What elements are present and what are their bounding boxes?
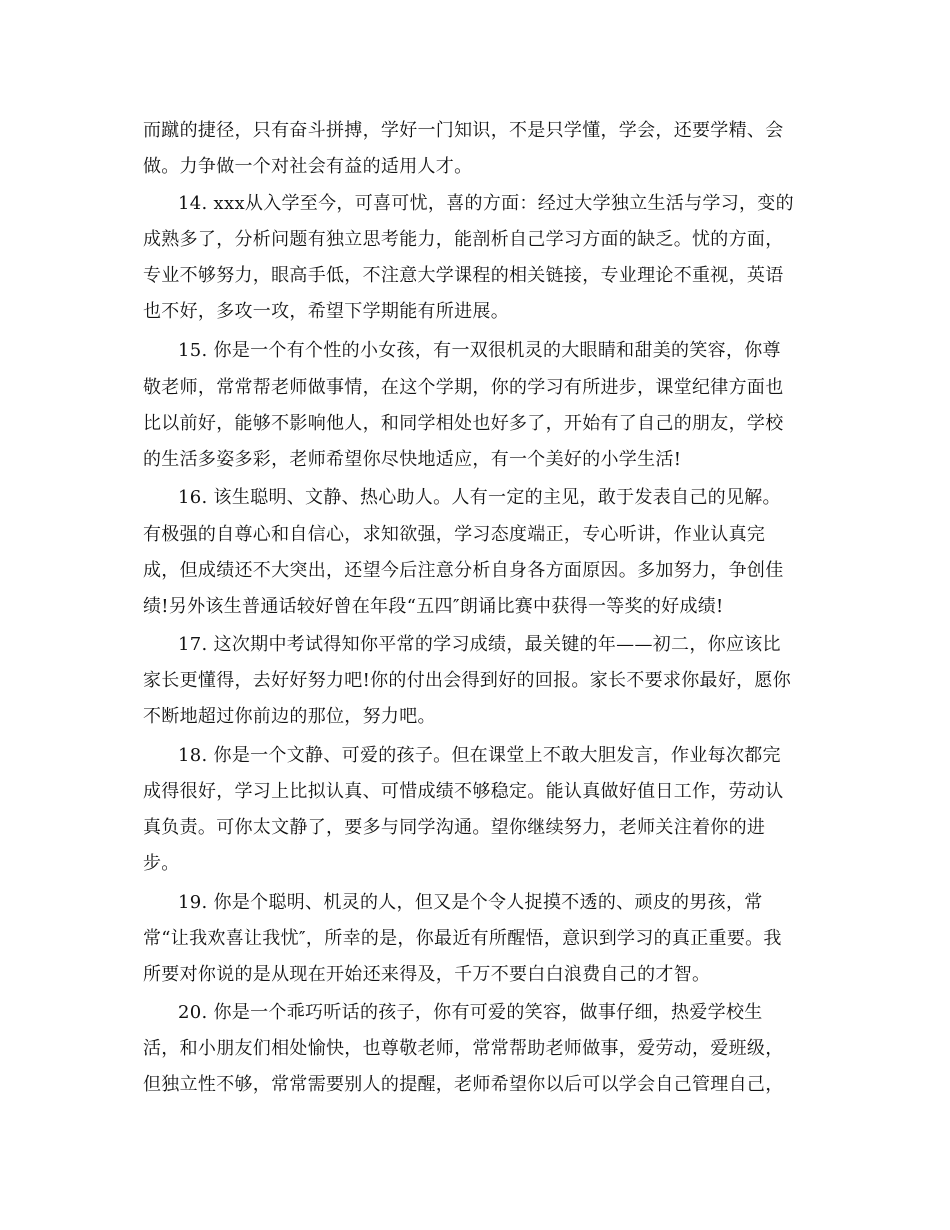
paragraph-1-line-0: 14. xxx从入学至今，可喜可忧，喜的方面：经过大学独立生活与学习，变的 (178, 193, 794, 214)
paragraph-4-line-1: 家长更懂得，去好好努力吧!你的付出会得到好的回报。家长不要求你最好，愿你 (143, 670, 792, 691)
paragraph-5-line-2: 真负责。可你太文静了，要多与同学沟通。望你继续努力，老师关注着你的进 (143, 817, 766, 838)
paragraph-2-line-0: 15. 你是一个有个性的小女孩，有一双很机灵的大眼睛和甜美的笑容，你尊 (178, 340, 781, 361)
paragraph-5-line-3: 步。 (143, 853, 180, 874)
paragraph-6-line-2: 所要对你说的是从现在开始还来得及，千万不要白白浪费自己的才智。 (143, 964, 711, 985)
paragraph-1-line-3: 也不好，多攻一攻，希望下学期能有所进展。 (143, 301, 509, 322)
paragraph-7-line-1: 活，和小朋友们相处愉快，也尊敬老师，常常帮助老师做事，爱劳动，爱班级， (143, 1038, 784, 1059)
paragraph-1-line-1: 成熟多了，分析问题有独立思考能力，能剖析自己学习方面的缺乏。忧的方面， (143, 229, 784, 250)
paragraph-4-line-2: 不断地超过你前边的那位，努力吧。 (143, 706, 436, 727)
paragraph-2-line-3: 的生活多姿多彩，老师希望你尽快地适应，有一个美好的小学生活! (143, 449, 682, 470)
paragraph-0-line-0: 而蹴的捷径，只有奋斗拼搏，学好一门知识，不是只学懂，学会，还要学精、会 (143, 120, 784, 141)
paragraph-3-line-3: 绩!另外该生普通话较好曾在年段“五四″朗诵比赛中获得一等奖的好成绩! (143, 596, 724, 617)
paragraph-6-line-1: 常“让我欢喜让我忧″，所幸的是，你最近有所醒悟，意识到学习的真正重要。我 (143, 928, 782, 949)
paragraph-5-line-1: 成得很好，学习上比拟认真、可惜成绩不够稳定。能认真做好值日工作，劳动认 (143, 781, 784, 802)
paragraph-6-line-0: 19. 你是个聪明、机灵的人，但又是个令人捉摸不透的、顽皮的男孩，常 (178, 892, 763, 913)
paragraph-0-line-1: 做。力争做一个对社会有益的适用人才。 (143, 156, 473, 177)
paragraph-7-line-2: 但独立性不够，常常需要别人的提醒，老师希望你以后可以学会自己管理自己， (143, 1074, 784, 1095)
paragraph-2-line-1: 敬老师，常常帮老师做事情，在这个学期，你的学习有所进步，课堂纪律方面也 (143, 377, 784, 398)
paragraph-4-line-0: 17. 这次期中考试得知你平常的学习成绩，最关键的年——初二，你应该比 (178, 634, 781, 655)
paragraph-3-line-1: 有极强的自尊心和自信心，求知欲强，学习态度端正，专心听讲，作业认真完 (143, 524, 766, 545)
paragraph-3-line-2: 成，但成绩还不大突出，还望今后注意分析自身各方面原因。多加努力，争创佳 (143, 560, 784, 581)
paragraph-3-line-0: 16. 该生聪明、文静、热心助人。人有一定的主见，敢于发表自己的见解。 (178, 487, 781, 508)
paragraph-2-line-2: 比以前好，能够不影响他人，和同学相处也好多了，开始有了自己的朋友，学校 (143, 413, 784, 434)
paragraph-7-line-0: 20. 你是一个乖巧听话的孩子，你有可爱的笑容，做事仔细，热爱学校生 (178, 1002, 763, 1023)
paragraph-1-line-2: 专业不够努力，眼高手低，不注意大学课程的相关链接，专业理论不重视，英语 (143, 265, 784, 286)
paragraph-5-line-0: 18. 你是一个文静、可爱的孩子。但在课堂上不敢大胆发言，作业每次都完 (178, 745, 781, 766)
